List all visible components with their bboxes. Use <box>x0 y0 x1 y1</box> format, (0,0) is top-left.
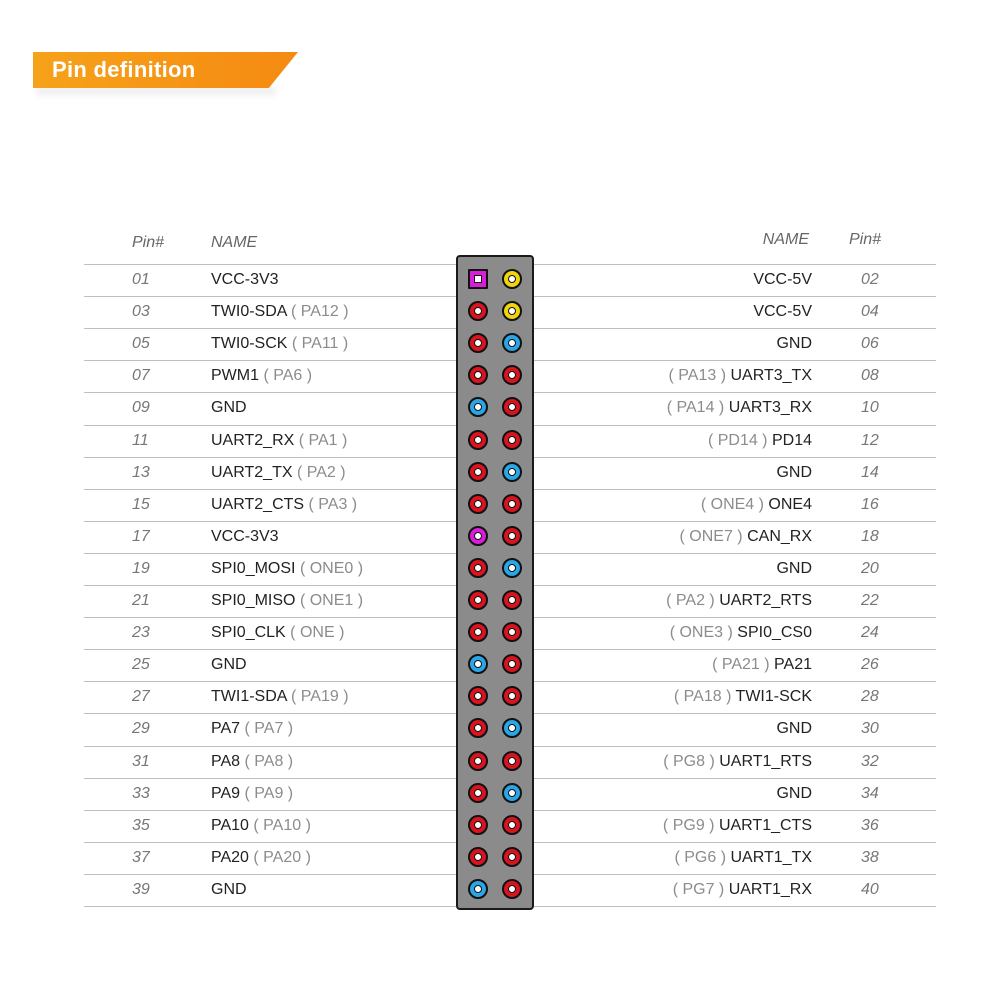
pin-number-left: 37 <box>132 848 150 866</box>
pin-name-left <box>211 553 363 585</box>
pin-gpio-icon <box>468 494 488 514</box>
pin-function-label: TWI1-SCK <box>735 688 812 706</box>
pin-alt-label: ( ONE3 ) <box>669 624 733 642</box>
pin-name-left <box>211 681 349 713</box>
pin-name-right <box>663 810 812 842</box>
pin-ground-icon <box>502 462 522 482</box>
pin-gpio-icon <box>468 783 488 803</box>
pin-gpio-icon <box>502 879 522 899</box>
pin-function-label: UART1_TX <box>730 848 812 866</box>
pin-name-right <box>753 296 812 328</box>
pin-name-left <box>211 713 293 745</box>
pin-number-right: 30 <box>861 720 879 738</box>
pin-alt-label: ( PA19 ) <box>291 688 349 706</box>
row-divider <box>84 906 456 907</box>
pin-gpio-icon <box>502 526 522 546</box>
pin-name-right <box>680 521 812 553</box>
pin-number-right: 12 <box>861 431 879 449</box>
pin-number-left: 19 <box>132 559 150 577</box>
pin-name-left <box>211 585 363 617</box>
pin-gpio-icon <box>468 815 488 835</box>
pin-number-right: 34 <box>861 784 879 802</box>
pin-function-label: VCC-5V <box>753 303 812 321</box>
pin-name-left <box>211 746 293 778</box>
pin-function-label: UART3_RX <box>728 399 812 417</box>
pin-function-label: GND <box>776 463 812 481</box>
pin-alt-label: ( PA3 ) <box>308 495 358 513</box>
pin-name-right <box>776 457 812 489</box>
pin-function-label: UART1_CTS <box>718 816 812 834</box>
pin-name-left <box>211 521 279 553</box>
pin-name-right <box>753 264 812 296</box>
pin-number-right: 28 <box>861 688 879 706</box>
pin-number-left: 31 <box>132 752 150 770</box>
pin-name-right <box>674 842 812 874</box>
pin-name-right <box>663 746 812 778</box>
pin-gpio-icon <box>502 622 522 642</box>
pin-name-right <box>667 392 812 424</box>
pin-function-label: UART2_RX <box>211 431 295 449</box>
pin-name-right <box>701 489 812 521</box>
pin-alt-label: ( PG9 ) <box>662 816 715 834</box>
pin-function-label: SPI0_CS0 <box>737 624 812 642</box>
pin-number-right: 20 <box>861 559 879 577</box>
pin-function-label: GND <box>211 399 247 417</box>
pin-name-left <box>211 296 349 328</box>
pin-alt-label: ( PG8 ) <box>663 752 715 770</box>
pin-gpio-icon <box>468 590 488 610</box>
pin-name-left <box>211 489 357 521</box>
pin-function-label: UART3_TX <box>730 367 812 385</box>
pin-name-left <box>211 457 346 489</box>
pin-number-left: 35 <box>132 816 150 834</box>
pin-name-right <box>670 617 812 649</box>
pin-number-right: 04 <box>861 303 879 321</box>
pin-number-left: 17 <box>132 527 150 545</box>
pin-function-label: TWI1-SDA <box>211 688 287 706</box>
pin-name-right <box>666 585 812 617</box>
right-name-header: NAME <box>762 231 809 248</box>
pin-number-left: 09 <box>132 399 150 417</box>
pin-gpio-icon <box>468 430 488 450</box>
pin-alt-label: ( PA8 ) <box>244 752 294 770</box>
pin-alt-label: ( PA7 ) <box>244 720 294 738</box>
pin-number-right: 10 <box>861 399 879 417</box>
pin-power_3v3-icon <box>468 526 488 546</box>
pin-function-label: SPI0_CLK <box>211 624 286 642</box>
pin-name-left <box>211 360 312 392</box>
pin-alt-label: ( ONE1 ) <box>299 592 364 609</box>
pin-alt-label: ( PA18 ) <box>673 688 732 706</box>
pin-number-right: 02 <box>861 271 879 288</box>
pin-function-label: CAN_RX <box>747 527 812 545</box>
pin-name-left <box>211 328 348 360</box>
pin-alt-label: ( PD14 ) <box>707 431 768 449</box>
pin-gpio-icon <box>502 430 522 450</box>
pin-number-right: 40 <box>861 880 879 898</box>
pin-name-left <box>211 392 247 424</box>
pin-function-label: VCC-3V3 <box>211 271 279 288</box>
pin-number-left: 29 <box>132 720 150 738</box>
pin-number-right: 16 <box>861 495 879 513</box>
pin-function-label: GND <box>776 559 812 577</box>
pin-alt-label: ( PA14 ) <box>666 399 725 417</box>
pin-function-label: ONE4 <box>768 495 812 513</box>
pin-name-left <box>211 649 247 681</box>
pin-function-label: PA20 <box>211 848 249 866</box>
pin-alt-label: ( PA20 ) <box>253 848 311 866</box>
pin-function-label: UART2_TX <box>211 463 293 481</box>
pin-function-label: SPI0_MISO <box>211 592 296 609</box>
pin-alt-label: ( PA13 ) <box>668 367 727 385</box>
pin-number-left: 23 <box>132 624 150 642</box>
pin-gpio-icon <box>468 558 488 578</box>
pin-header-connector <box>456 255 534 910</box>
pin-alt-label: ( ONE ) <box>290 624 345 642</box>
pin-number-left: 13 <box>132 463 150 481</box>
pin-alt-label: ( PA21 ) <box>712 656 770 674</box>
pin-power_5v-icon <box>502 269 522 289</box>
pin-gpio-icon <box>502 590 522 610</box>
pin-number-left: 27 <box>132 688 150 706</box>
pin-name-right <box>673 874 812 906</box>
pin-alt-label: ( PA12 ) <box>291 303 349 321</box>
pin-name-right <box>708 425 812 457</box>
pin-function-label: PA9 <box>211 784 241 802</box>
pin-function-label: UART2_CTS <box>211 495 305 513</box>
pin-function-label: GND <box>211 880 247 898</box>
pin-alt-label: ( PA6 ) <box>263 367 313 385</box>
pin-name-right <box>674 681 812 713</box>
pin-name-right <box>776 328 812 360</box>
row-divider <box>534 906 936 907</box>
pin-function-label: PWM1 <box>211 367 259 385</box>
pin-name-left <box>211 778 293 810</box>
pin-name-left <box>211 617 344 649</box>
pin-function-label: UART1_RTS <box>719 752 812 770</box>
pin-function-label: PA21 <box>774 656 812 674</box>
pin-name-right <box>776 713 812 745</box>
pin-alt-label: ( PG7 ) <box>672 880 725 898</box>
right-pin-header: Pin# <box>848 231 881 248</box>
pin-function-label: GND <box>776 335 812 353</box>
pin-gpio-icon <box>468 622 488 642</box>
pin-function-label: VCC-5V <box>753 271 812 288</box>
pin-function-label: GND <box>211 656 247 674</box>
pin-gpio-icon <box>502 751 522 771</box>
pin-number-left: 25 <box>132 656 150 674</box>
pin-number-right: 14 <box>861 463 879 481</box>
pin-alt-label: ( PA11 ) <box>291 335 349 353</box>
pin-alt-label: ( PA2 ) <box>666 592 715 609</box>
pin-number-left: 33 <box>132 784 150 802</box>
pin-name-left <box>211 264 279 296</box>
pin-gpio-icon <box>468 751 488 771</box>
pin-function-label: PA7 <box>211 720 241 738</box>
pin-number-right: 18 <box>861 527 879 545</box>
pin-gpio-icon <box>502 815 522 835</box>
left-pin-header: Pin# <box>132 234 165 251</box>
pin-alt-label: ( ONE4 ) <box>700 495 764 513</box>
pin-number-right: 26 <box>861 656 879 674</box>
pin-alt-label: ( ONE7 ) <box>679 527 743 545</box>
pin-function-label: PD14 <box>771 431 812 449</box>
pin-gpio-icon <box>468 301 488 321</box>
pin-function-label: GND <box>776 720 812 738</box>
pin-number-right: 06 <box>861 335 879 353</box>
pin-function-label: UART2_RTS <box>719 592 812 609</box>
pin-ground-icon <box>502 558 522 578</box>
pin-number-left: 39 <box>132 880 150 898</box>
pin-function-label: UART1_RX <box>728 880 812 898</box>
pin-function-label: PA10 <box>211 816 249 834</box>
pin-alt-label: ( PA10 ) <box>253 816 311 834</box>
pin-function-label: GND <box>776 784 812 802</box>
pin-gpio-icon <box>468 847 488 867</box>
pin-name-right <box>776 778 812 810</box>
pin-power_5v-icon <box>502 301 522 321</box>
title-banner-shadow <box>36 88 276 98</box>
pin-gpio-icon <box>502 847 522 867</box>
pin-number-left: 01 <box>132 271 150 288</box>
pin-gpio-icon <box>502 494 522 514</box>
pin-name-right <box>776 553 812 585</box>
pin-number-left: 07 <box>132 367 150 385</box>
pin-alt-label: ( PA2 ) <box>296 463 346 481</box>
pin-name-right <box>712 649 812 681</box>
pin-gpio-icon <box>468 462 488 482</box>
pin-number-left: 11 <box>132 431 149 449</box>
pin-function-label: VCC-3V3 <box>211 527 279 545</box>
pin-name-left <box>211 842 311 874</box>
pin-function-label: PA8 <box>211 752 241 770</box>
pin-number-right: 08 <box>861 367 879 385</box>
pin-function-label: TWI0-SDA <box>211 303 287 321</box>
pin-name-left <box>211 810 311 842</box>
pin-ground-icon <box>468 879 488 899</box>
pin-number-right: 22 <box>861 592 879 609</box>
pin-number-right: 32 <box>861 752 879 770</box>
pin-alt-label: ( PA1 ) <box>298 431 348 449</box>
pin-name-left <box>211 874 247 906</box>
pin-number-left: 05 <box>132 335 150 353</box>
pin-number-left: 21 <box>132 592 150 609</box>
pin-number-left: 03 <box>132 303 150 321</box>
pin-ground-icon <box>502 783 522 803</box>
pin-alt-label: ( PA9 ) <box>244 784 294 802</box>
pin-number-left: 15 <box>132 495 150 513</box>
pin-power_3v3-icon <box>468 269 488 289</box>
pin-alt-label: ( ONE0 ) <box>299 559 364 577</box>
pin-number-right: 38 <box>861 848 879 866</box>
pin-function-label: SPI0_MOSI <box>211 559 296 577</box>
left-name-header: NAME <box>211 234 258 251</box>
pin-alt-label: ( PG6 ) <box>674 848 727 866</box>
pin-number-right: 36 <box>861 816 879 834</box>
pin-function-label: TWI0-SCK <box>211 335 288 353</box>
pin-number-right: 24 <box>861 624 879 642</box>
page-title: Pin definition <box>52 57 196 82</box>
pin-name-left <box>211 425 347 457</box>
pin-name-right <box>669 360 812 392</box>
